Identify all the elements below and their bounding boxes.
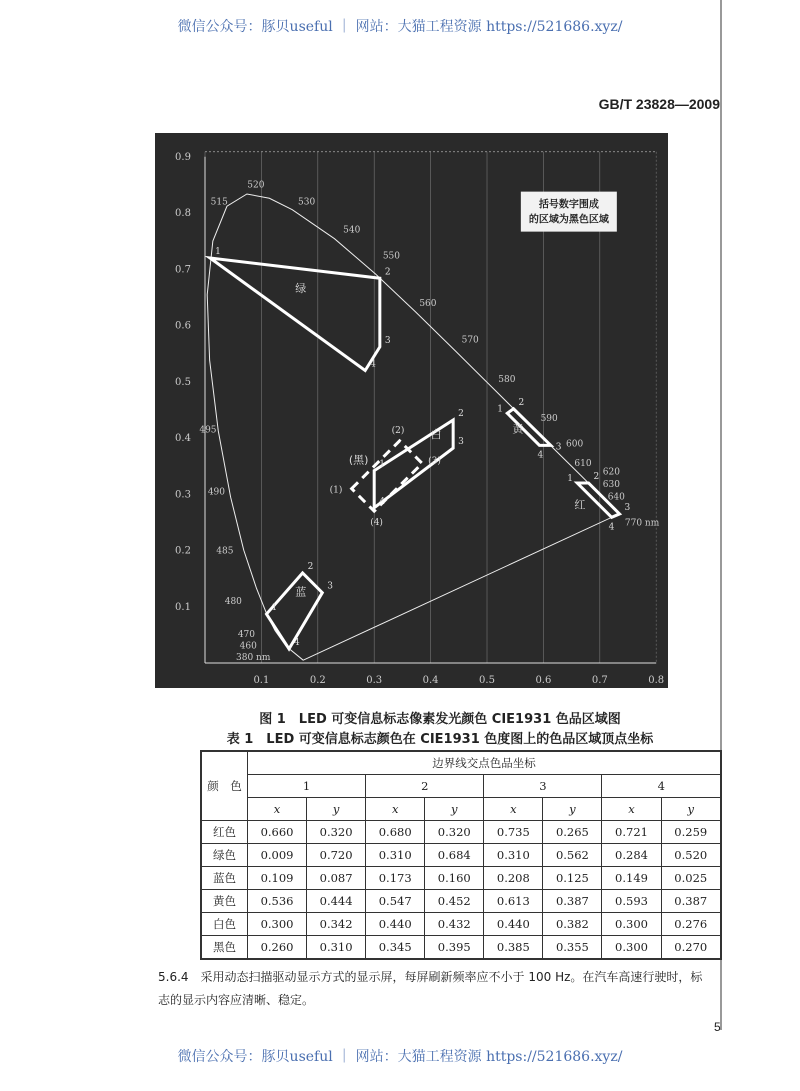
coordinate-value: 0.660	[248, 821, 307, 844]
table-row	[201, 890, 721, 913]
wavelength-label: 485	[216, 546, 234, 557]
coordinate-value: 0.320	[425, 821, 484, 844]
vertex-label: 3	[384, 335, 391, 346]
vertex-label: (2)	[391, 425, 405, 436]
x-tick-label: 0.5	[479, 675, 495, 686]
coordinate-value: 0.444	[307, 890, 366, 913]
coordinate-value: 0.440	[366, 913, 425, 936]
coordinate-value: 0.680	[366, 821, 425, 844]
coordinate-value: 0.125	[543, 867, 602, 890]
table-row	[201, 821, 721, 844]
vertex-label: (4)	[370, 518, 383, 529]
color-name: 绿色	[201, 844, 248, 867]
coordinate-value: 0.284	[602, 844, 661, 867]
coordinate-value: 0.300	[602, 936, 661, 960]
coordinate-value: 0.345	[366, 936, 425, 960]
wavelength-label: 470	[237, 629, 256, 640]
wavelength-label: 480	[224, 596, 242, 607]
coordinate-value: 0.208	[484, 867, 543, 890]
wavelength-label: 610	[574, 459, 592, 470]
y-tick-label: 0.8	[175, 208, 191, 219]
axis-header: y	[307, 798, 366, 821]
color-header: 颜 色	[201, 751, 248, 821]
coordinate-value: 0.735	[484, 821, 543, 844]
region-label: 黄	[512, 422, 524, 436]
paragraph-line-1: 5.6.4 采用动态扫描驱动显示方式的显示屏，每屏刷新频率应不小于 100 Hz。在汽车高速行驶时，标	[158, 970, 703, 984]
x-tick-label: 0.7	[591, 675, 608, 686]
coordinate-value: 0.310	[484, 844, 543, 867]
vertex-label: 1	[215, 247, 221, 257]
axis-header: x	[366, 798, 425, 821]
coordinate-value: 0.342	[307, 913, 366, 936]
coordinate-value: 0.265	[543, 821, 602, 844]
page-number: 5	[714, 1020, 721, 1034]
coordinate-value: 0.109	[248, 867, 307, 890]
watermark-bottom: 微信公众号：豚贝useful ｜ 网站：大猫工程资源 https://521686.xyz/	[177, 1049, 623, 1065]
note-text: 括号数字围成	[538, 199, 599, 211]
header-row	[201, 751, 721, 775]
vertex-label: 2	[593, 472, 600, 482]
note-text: 的区域为黑色区域	[528, 214, 609, 226]
coordinate-value: 0.684	[425, 844, 484, 867]
color-name: 蓝色	[201, 867, 248, 890]
wavelength-label: 540	[343, 225, 361, 236]
table-row	[201, 913, 721, 936]
wavelength-label: 490	[207, 487, 226, 498]
watermark-top: 微信公众号：豚贝useful ｜ 网站：大猫工程资源 https://521686.xyz/	[177, 19, 623, 35]
vertex-label: (3)	[428, 456, 441, 467]
region-label: (黑)	[348, 453, 369, 467]
coordinate-value: 0.720	[307, 844, 366, 867]
axis-header: y	[661, 798, 721, 821]
point-header: 4	[602, 775, 721, 798]
vertex-label: 3	[458, 437, 464, 448]
wavelength-label: 630	[602, 479, 620, 490]
vertex-label: 2	[384, 267, 391, 278]
x-tick-label: 0.4	[422, 675, 439, 686]
vertex-label: 3	[555, 442, 562, 453]
axis-header: x	[484, 798, 543, 821]
coordinate-value: 0.440	[484, 913, 543, 936]
wavelength-label: 495	[199, 425, 217, 436]
x-tick-label: 0.8	[648, 675, 665, 686]
vertex-label: 1	[379, 459, 385, 470]
coordinate-value: 0.432	[425, 913, 484, 936]
y-tick-label: 0.1	[175, 601, 191, 613]
coordinate-value: 0.259	[661, 821, 721, 844]
wavelength-label: 380 nm	[236, 653, 271, 663]
coordinate-value: 0.382	[543, 913, 602, 936]
vertex-label: 2	[458, 409, 464, 419]
y-tick-label: 0.9	[175, 151, 191, 163]
coordinate-value: 0.276	[661, 913, 721, 936]
vertex-label: 4	[294, 637, 300, 648]
wavelength-label: 515	[210, 197, 228, 208]
vertex-label: 2	[518, 397, 525, 408]
coordinate-value: 0.593	[602, 890, 661, 913]
coordinate-value: 0.562	[543, 844, 602, 867]
color-name: 白色	[201, 913, 248, 936]
region-label: 蓝	[295, 585, 307, 599]
color-name: 红色	[201, 821, 248, 844]
wavelength-label: 530	[298, 197, 316, 208]
vertex-label: (1)	[329, 485, 343, 496]
wavelength-label: 770 nm	[624, 518, 660, 529]
region-label: 白	[430, 428, 442, 441]
table-row	[201, 936, 721, 960]
coordinate-value: 0.320	[307, 821, 366, 844]
coordinate-value: 0.009	[248, 844, 307, 867]
axis-header: x	[602, 798, 661, 821]
axis-header: y	[543, 798, 602, 821]
vertex-label: 1	[497, 404, 504, 415]
coordinate-value: 0.536	[248, 890, 307, 913]
coordinate-value: 0.310	[307, 936, 366, 960]
coordinate-value: 0.087	[307, 867, 366, 890]
wavelength-label: 580	[498, 374, 516, 385]
coordinate-value: 0.385	[484, 936, 543, 960]
group-header: 边界线交点色品坐标	[248, 751, 722, 775]
wavelength-label: 520	[247, 180, 265, 191]
region-label: 红	[574, 498, 586, 512]
paragraph-line-2: 志的显示内容应清晰、稳定。	[158, 993, 315, 1007]
wavelength-label: 620	[602, 467, 620, 478]
y-tick-label: 0.6	[175, 320, 191, 332]
coordinate-value: 0.721	[602, 821, 661, 844]
vertex-label: 2	[307, 562, 314, 572]
x-tick-label: 0.2	[309, 675, 326, 686]
coordinate-value: 0.025	[661, 867, 721, 890]
vertex-label: 1	[567, 474, 573, 484]
wavelength-label: 460	[239, 641, 257, 652]
vertex-label: 4	[537, 450, 544, 461]
region-label: 绿	[295, 281, 307, 295]
chromaticity-table	[200, 750, 722, 960]
vertex-label: 1	[271, 603, 278, 614]
cie-chromaticity-figure	[155, 133, 668, 688]
table-caption: 表 1 LED 可变信息标志颜色在 CIE1931 色度图上的色品区域顶点坐标	[226, 732, 654, 747]
coordinate-value: 0.300	[602, 913, 661, 936]
vertex-label: 3	[327, 581, 334, 592]
coordinate-value: 0.387	[661, 890, 721, 913]
point-header: 3	[484, 775, 602, 798]
y-tick-label: 0.2	[175, 545, 191, 557]
vertex-label: 3	[624, 502, 631, 513]
axis-header-row	[201, 798, 721, 821]
x-tick-label: 0.3	[366, 675, 383, 686]
vertex-label: 4	[379, 496, 385, 507]
coordinate-value: 0.547	[366, 890, 425, 913]
color-name: 黄色	[201, 890, 248, 913]
point-header-row	[201, 775, 721, 798]
table-row	[201, 844, 721, 867]
coordinate-value: 0.310	[366, 844, 425, 867]
axis-header: x	[248, 798, 307, 821]
wavelength-label: 600	[566, 439, 584, 450]
table-row	[201, 867, 721, 890]
y-tick-label: 0.4	[175, 433, 191, 444]
note-box	[521, 192, 617, 232]
y-tick-label: 0.3	[175, 489, 191, 501]
figure-caption: 图 1 LED 可变信息标志像素发光颜色 CIE1931 色品区域图	[259, 712, 621, 727]
wavelength-label: 560	[419, 298, 437, 309]
coordinate-value: 0.260	[248, 936, 307, 960]
color-name: 黑色	[201, 936, 248, 960]
wavelength-label: 590	[540, 414, 558, 425]
coordinate-value: 0.270	[661, 936, 721, 960]
coordinate-value: 0.520	[661, 844, 721, 867]
y-tick-label: 0.7	[175, 264, 191, 276]
standard-code: GB/T 23828—2009	[598, 96, 720, 112]
vertex-label: 4	[370, 359, 376, 370]
axis-header: y	[425, 798, 484, 821]
vertex-label: 4	[608, 522, 615, 533]
point-header: 2	[366, 775, 484, 798]
y-tick-label: 0.5	[175, 376, 191, 388]
point-header: 1	[248, 775, 366, 798]
coordinate-value: 0.173	[366, 867, 425, 890]
coordinate-value: 0.160	[425, 867, 484, 890]
cie-chart	[155, 133, 668, 688]
coordinate-value: 0.149	[602, 867, 661, 890]
coordinate-value: 0.300	[248, 913, 307, 936]
coordinate-value: 0.395	[425, 936, 484, 960]
wavelength-label: 570	[461, 335, 479, 346]
x-tick-label: 0.6	[535, 675, 552, 686]
coordinate-value: 0.387	[543, 890, 602, 913]
wavelength-label: 640	[607, 492, 625, 503]
coordinate-value: 0.613	[484, 890, 543, 913]
coordinate-value: 0.452	[425, 890, 484, 913]
wavelength-label: 550	[382, 251, 401, 262]
coordinate-value: 0.355	[543, 936, 602, 960]
color-region	[210, 258, 380, 371]
color-region	[352, 441, 423, 511]
x-tick-label: 0.1	[253, 675, 270, 686]
